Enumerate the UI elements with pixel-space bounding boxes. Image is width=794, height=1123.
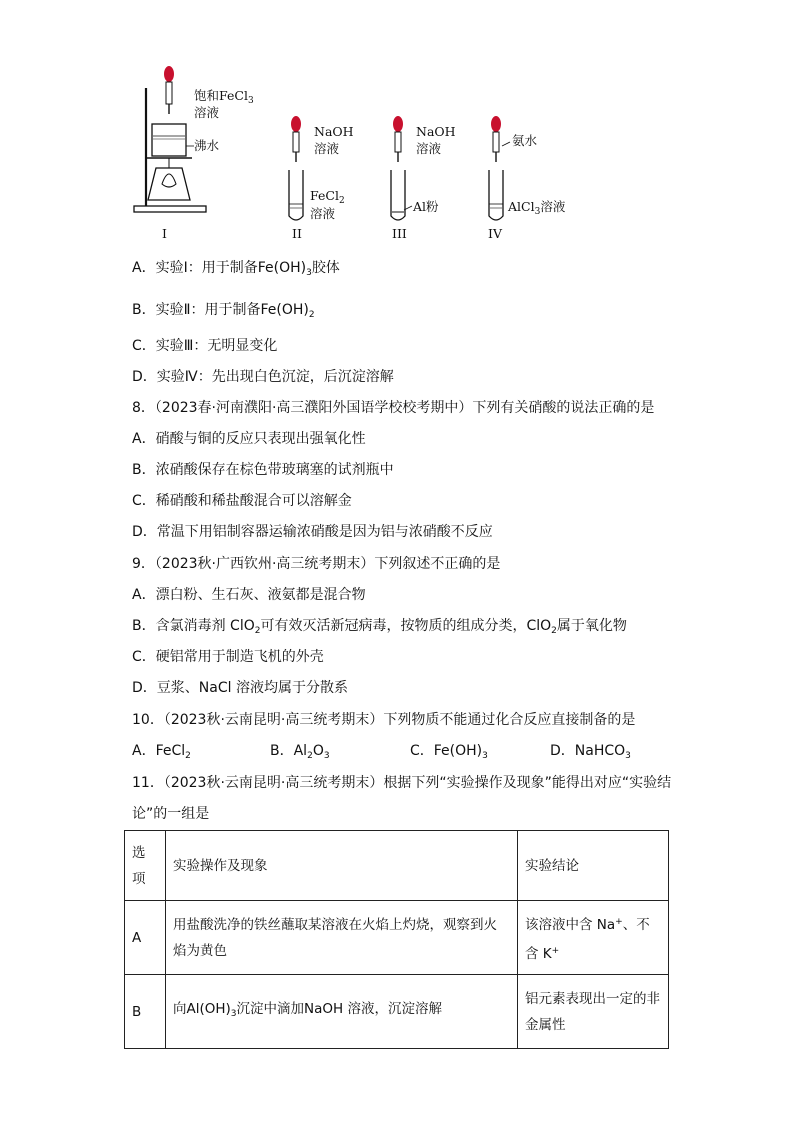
header-conclusion: 实验结论 <box>518 831 669 901</box>
label-naoh-1b: 溶液 <box>314 141 340 156</box>
label-setup-3: III <box>392 226 407 241</box>
row-b-option: B <box>125 975 166 1049</box>
apparatus-figure <box>120 60 600 250</box>
q9-option-c: C．硬铝常用于制造飞机的外壳 <box>132 649 324 665</box>
row-b-conclusion: 铝元素表现出一定的非金属性 <box>518 975 669 1049</box>
row-b-operation: 向$Al(OH)_3$沉淀中滴加NaOH 溶液，沉淀溶解 <box>166 975 518 1049</box>
setup-3-test-tube <box>391 116 405 220</box>
q7-option-b: B．实验Ⅱ：用于制备$Fe(OH)_2$ <box>132 302 315 320</box>
header-operation: 实验操作及现象 <box>166 831 518 901</box>
svg-text:FeCl2 <box>310 188 345 206</box>
q9-stem: 9．（2023秋·广西钦州·高三统考期末）下列叙述不正确的是 <box>132 556 501 572</box>
label-fecl3-c: 溶液 <box>194 105 220 120</box>
label-alcl3-b: 3 <box>534 207 541 217</box>
q7-option-a: A．实验Ⅰ：用于制备$Fe(OH)_3$胶体 <box>132 260 340 278</box>
setup-2-test-tube <box>289 116 303 220</box>
q9-option-b: B．含氯消毒剂 ClO$_2$可有效灭活新冠病毒，按物质的组成分类，ClO$_2$属于氧化物 <box>132 618 627 636</box>
label-al-powder: Al粉 <box>413 199 439 214</box>
label-boiling-water: 沸水 <box>194 138 220 153</box>
setup-4-test-tube <box>489 116 503 220</box>
table-header-row <box>125 831 669 901</box>
q10-option-b: B．$Al_2O_3$ <box>270 743 330 761</box>
q10-option-a: A．FeCl$_2$ <box>132 743 191 761</box>
q8-option-d: D．常温下用铝制容器运输浓硝酸是因为铝与浓硝酸不反应 <box>132 524 493 540</box>
label-fecl2-b: 2 <box>338 196 345 206</box>
q7-option-d: D．实验Ⅳ：先出现白色沉淀，后沉淀溶解 <box>132 369 394 385</box>
label-ammonia: 氨水 <box>512 133 538 148</box>
dropper-bulb <box>164 66 174 82</box>
label-naoh-2b: 溶液 <box>416 141 442 156</box>
label-setup-1: I <box>162 226 167 241</box>
svg-text:AlCl3溶液 <box>507 199 566 217</box>
label-fecl2-c: 溶液 <box>310 206 336 221</box>
table-row <box>125 975 669 1049</box>
q11-table <box>124 830 669 1049</box>
label-fecl2-a: FeCl <box>310 188 339 203</box>
label-naoh-1a: NaOH <box>314 124 354 139</box>
q11-stem-line1: 11．（2023秋·云南昆明·高三统考期末）根据下列“实验操作及现象”能得出对应“实验结 <box>132 775 672 791</box>
svg-text:饱和FeCl3 <box>194 88 254 106</box>
header-option: 选项 <box>125 831 166 901</box>
q7-option-c: C．实验Ⅲ：无明显变化 <box>132 338 278 354</box>
row-a-option: A <box>125 901 166 975</box>
q8-option-a: A．硝酸与铜的反应只表现出强氧化性 <box>132 431 366 447</box>
q8-option-c: C．稀硝酸和稀盐酸混合可以溶解金 <box>132 493 352 509</box>
label-fecl3-a: 饱和FeCl <box>194 88 248 103</box>
q11-stem-line2: 论”的一组是 <box>132 806 210 822</box>
label-setup-2: II <box>292 226 302 241</box>
label-fecl3-b: 3 <box>247 96 254 106</box>
q10-option-d: D．NaHCO$_3$ <box>550 743 631 761</box>
label-naoh-2a: NaOH <box>416 124 456 139</box>
row-a-operation: 用盐酸洗净的铁丝蘸取某溶液在火焰上灼烧，观察到火焰为黄色 <box>166 901 518 975</box>
label-alcl3-c: 溶液 <box>540 199 566 214</box>
row-a-conclusion: 该溶液中含 Na+、不含 K+ <box>518 901 669 975</box>
q8-option-b: B．浓硝酸保存在棕色带玻璃塞的试剂瓶中 <box>132 462 394 478</box>
label-alcl3-a: AlCl <box>508 199 535 214</box>
q10-option-c: C．$Fe(OH)_3$ <box>410 743 488 761</box>
table-row <box>125 901 669 975</box>
label-setup-4: IV <box>488 226 502 241</box>
q9-option-d: D．豆浆、NaCl 溶液均属于分散系 <box>132 680 348 696</box>
q10-stem: 10．（2023秋·云南昆明·高三统考期末）下列物质不能通过化合反应直接制备的是 <box>132 712 636 728</box>
q8-stem: 8．（2023春·河南濮阳·高三濮阳外国语学校校考期中）下列有关硝酸的说法正确的是 <box>132 400 655 416</box>
q9-option-a: A．漂白粉、生石灰、液氨都是混合物 <box>132 587 366 603</box>
